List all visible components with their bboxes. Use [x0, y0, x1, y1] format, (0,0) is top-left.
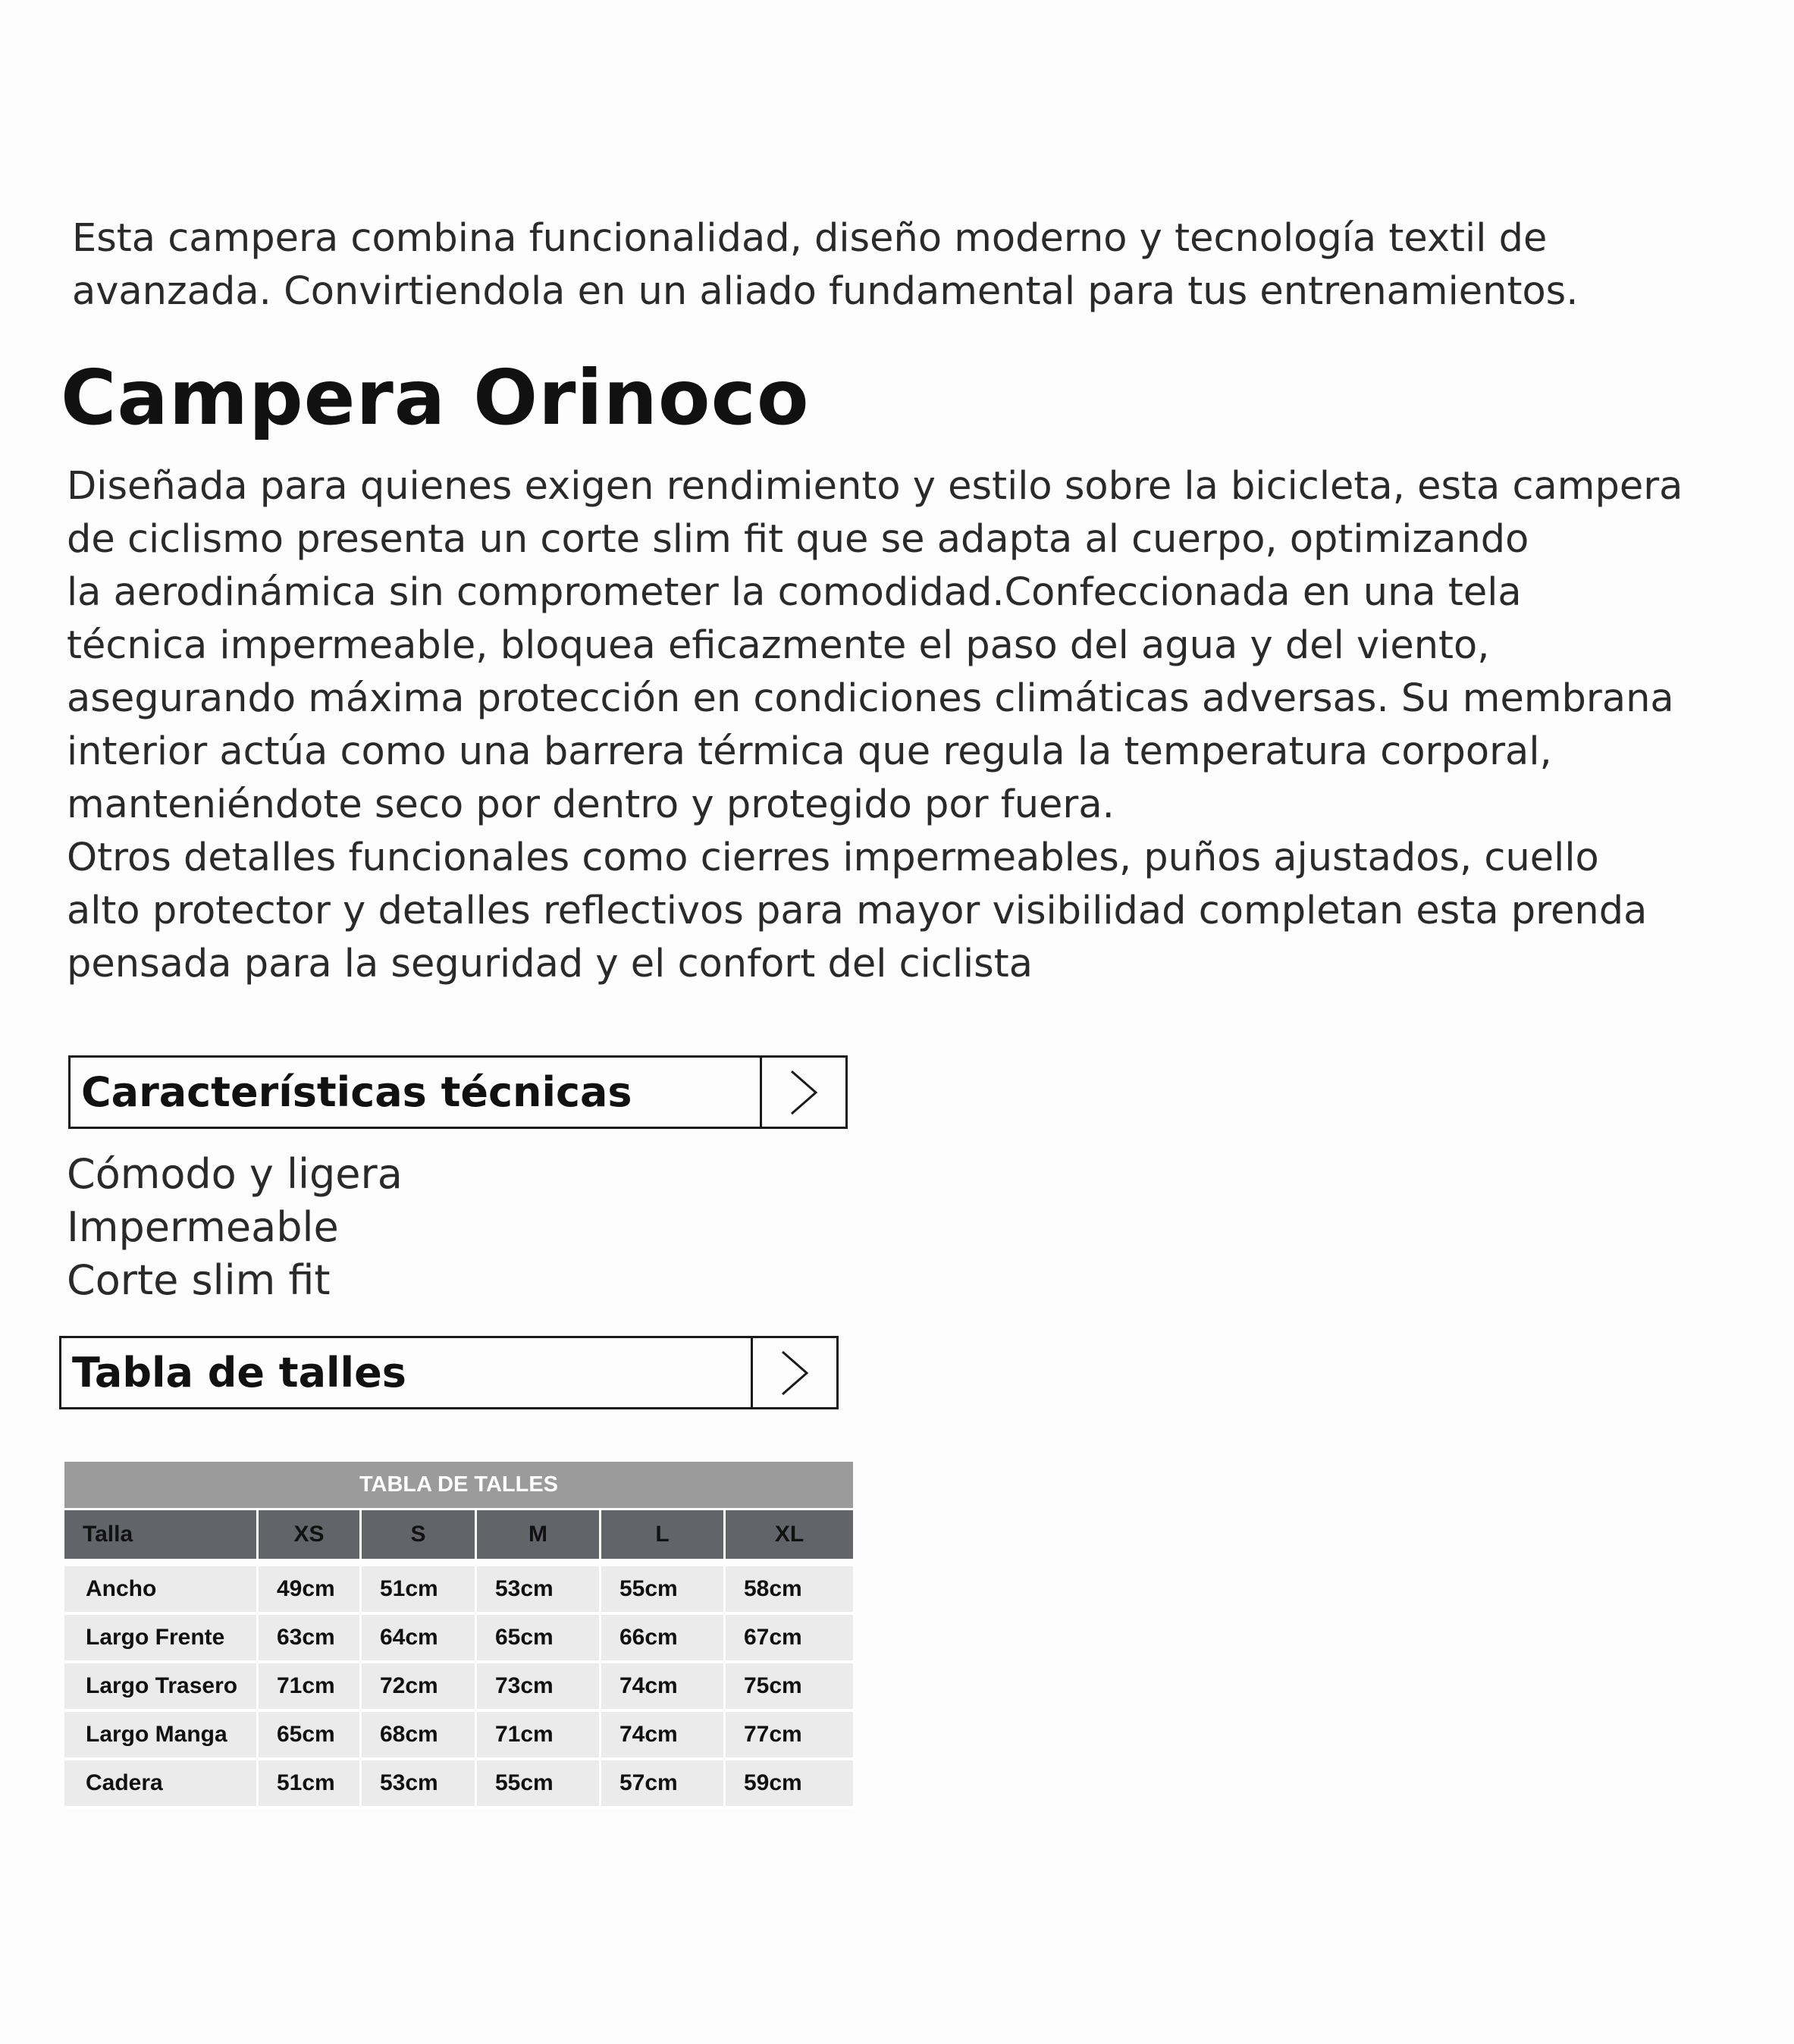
feature-item: Cómodo y ligera [67, 1150, 403, 1198]
table-cell: 53cm [362, 1760, 477, 1809]
description-line: asegurando máxima protección en condiciones climáticas adversas. Su membrana [67, 676, 1674, 721]
table-cell: 65cm [477, 1615, 601, 1663]
table-row [64, 1712, 853, 1760]
technical-features-label: Características técnicas [81, 1068, 632, 1116]
table-row-label: Largo Trasero [64, 1663, 259, 1712]
table-cell: 74cm [601, 1712, 726, 1760]
description-line: pensada para la seguridad y el confort del ciclista [67, 942, 1033, 986]
table-cell: 65cm [259, 1712, 362, 1760]
chevron-right-icon[interactable] [760, 1058, 845, 1127]
table-row-label: Cadera [64, 1760, 259, 1809]
table-header-cell: M [477, 1510, 601, 1559]
table-row [64, 1615, 853, 1663]
table-header-row [64, 1510, 853, 1559]
table-cell: 51cm [362, 1566, 477, 1615]
description-line: Diseñada para quienes exigen rendimiento y estilo sobre la bicicleta, esta campera [67, 464, 1683, 509]
table-row [64, 1663, 853, 1712]
table-cell: 68cm [362, 1712, 477, 1760]
technical-features-accordion[interactable] [68, 1055, 848, 1129]
table-cell: 49cm [259, 1566, 362, 1615]
table-cell: 73cm [477, 1663, 601, 1712]
table-cell: 55cm [601, 1566, 726, 1615]
size-chart-accordion[interactable] [59, 1336, 839, 1409]
product-title: Campera Orinoco [61, 353, 810, 442]
table-header-cell: S [362, 1510, 477, 1559]
table-cell: 63cm [259, 1615, 362, 1663]
feature-item: Impermeable [67, 1203, 339, 1251]
table-cell: 64cm [362, 1615, 477, 1663]
table-cell: 53cm [477, 1566, 601, 1615]
table-cell: 77cm [726, 1712, 853, 1760]
size-chart-label: Tabla de talles [72, 1349, 406, 1397]
description-line: la aerodinámica sin comprometer la comodidad.Confeccionada en una tela [67, 570, 1522, 615]
table-cell: 75cm [726, 1663, 853, 1712]
description-line: técnica impermeable, bloquea eficazmente el paso del agua y del viento, [67, 623, 1490, 668]
table-row-label: Largo Frente [64, 1615, 259, 1663]
description-line: interior actúa como una barrera térmica que regula la temperatura corporal, [67, 729, 1552, 774]
table-header-cell: XS [259, 1510, 362, 1559]
description-line: alto protector y detalles reflectivos para mayor visibilidad completan esta prenda [67, 889, 1648, 933]
table-cell: 66cm [601, 1615, 726, 1663]
table-cell: 59cm [726, 1760, 853, 1809]
feature-item: Corte slim fit [67, 1256, 331, 1304]
product-description [67, 460, 1773, 991]
table-cell: 74cm [601, 1663, 726, 1712]
table-row [64, 1760, 853, 1809]
table-header-cell: Talla [64, 1510, 259, 1559]
table-cell: 71cm [259, 1663, 362, 1712]
chevron-right-icon-svg [787, 1068, 820, 1117]
intro-line: Esta campera combina funcionalidad, diseño moderno y tecnología textil de [72, 216, 1548, 261]
table-cell: 51cm [259, 1760, 362, 1809]
table-cell: 55cm [477, 1760, 601, 1809]
table-cell: 71cm [477, 1712, 601, 1760]
table-header-cell: L [601, 1510, 726, 1559]
table-cell: 67cm [726, 1615, 853, 1663]
table-spacer [64, 1559, 853, 1566]
table-cell: 58cm [726, 1566, 853, 1615]
size-table [64, 1462, 853, 1809]
description-line: manteniéndote seco por dentro y protegido por fuera. [67, 782, 1115, 827]
intro-line: avanzada. Convirtiendola en un aliado fundamental para tus entrenamientos. [72, 269, 1579, 314]
chevron-right-icon[interactable] [751, 1338, 836, 1407]
table-row-label: Ancho [64, 1566, 259, 1615]
table-caption: TABLA DE TALLES [64, 1462, 853, 1510]
table-cell: 72cm [362, 1663, 477, 1712]
features-list [67, 1148, 403, 1307]
description-line: Otros detalles funcionales como cierres impermeables, puños ajustados, cuello [67, 835, 1599, 880]
chevron-right-icon-svg [778, 1349, 811, 1397]
table-header-cell: XL [726, 1510, 853, 1559]
table-row-label: Largo Manga [64, 1712, 259, 1760]
description-line: de ciclismo presenta un corte slim fit que se adapta al cuerpo, optimizando [67, 517, 1529, 562]
table-row [64, 1566, 853, 1615]
table-cell: 57cm [601, 1760, 726, 1809]
intro-text [72, 212, 1740, 318]
